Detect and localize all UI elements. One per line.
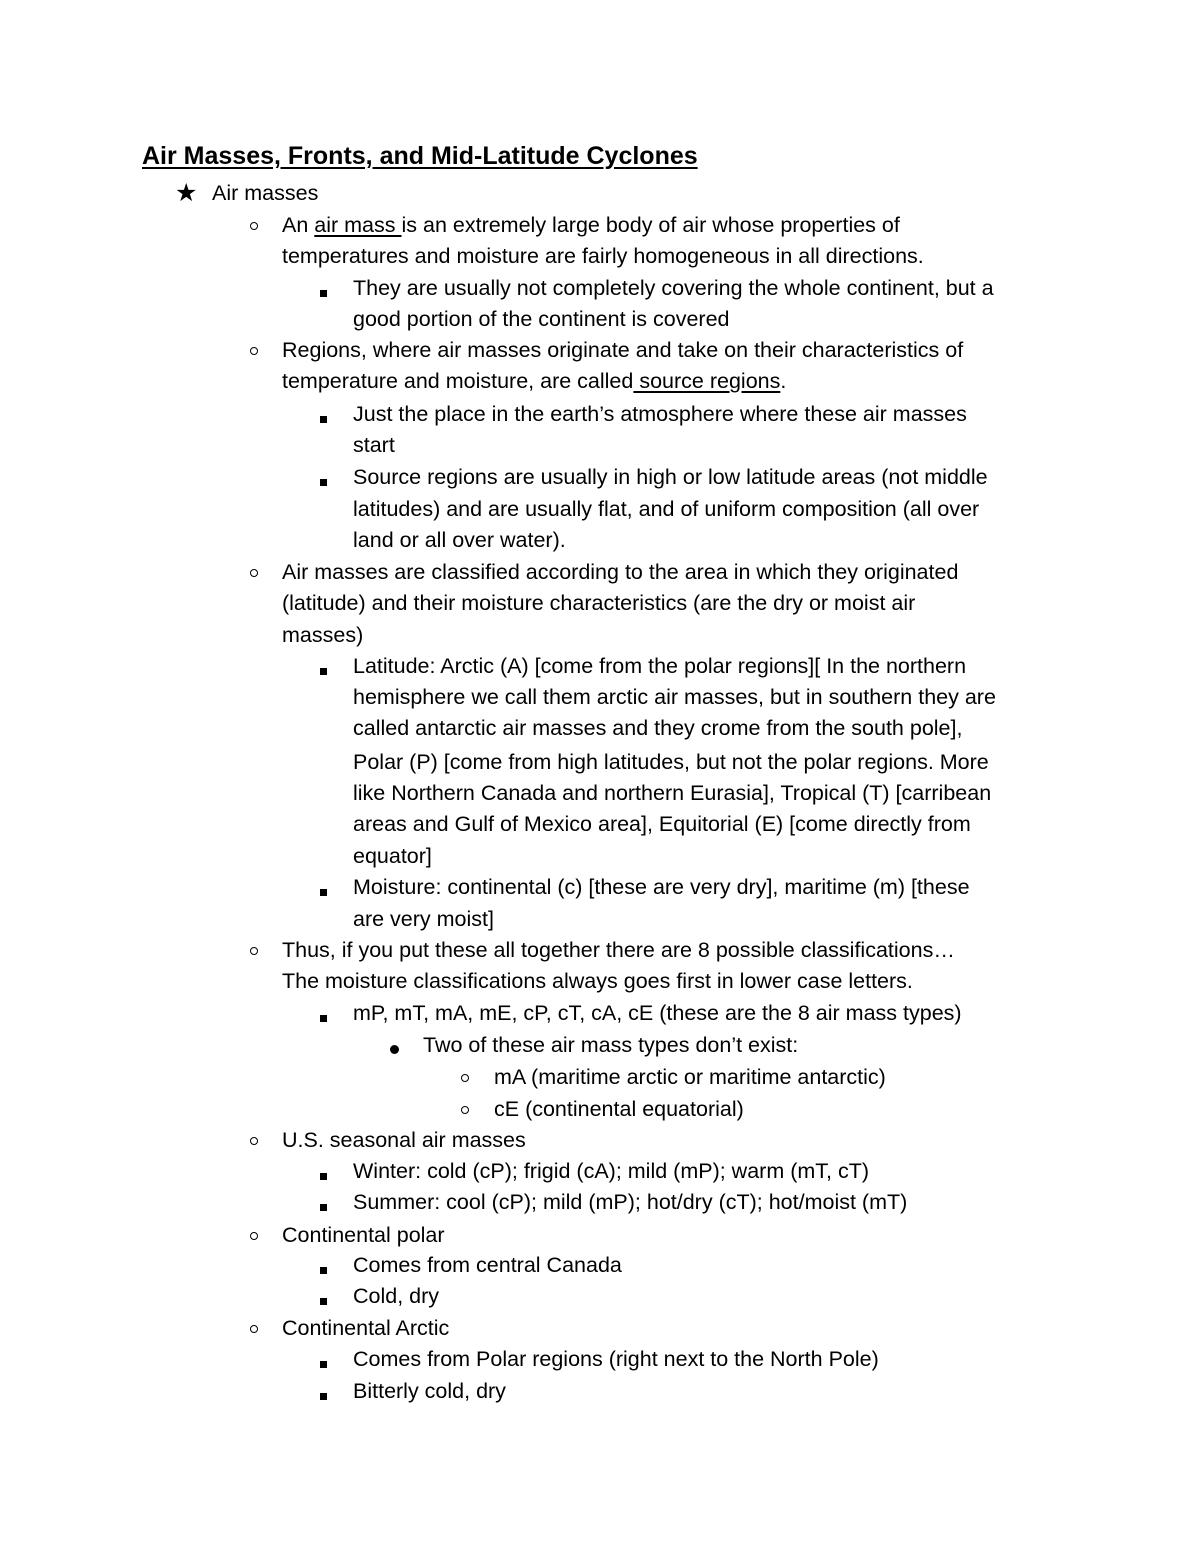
circle-bullet-icon <box>250 222 258 230</box>
square-bullet-icon <box>320 1393 327 1400</box>
star-bullet-icon: ★ <box>175 179 198 207</box>
square-bullet-icon <box>320 668 327 675</box>
list-item-continued: start <box>353 433 395 457</box>
square-bullet-icon <box>320 1204 327 1211</box>
list-item: Latitude: Arctic (A) [come from the polar regions][ In the northern <box>353 654 967 678</box>
list-item-continued: The moisture classifications always goes first in lower case letters. <box>282 969 913 993</box>
square-bullet-icon <box>320 416 327 423</box>
page-title: Air Masses, Fronts, and Mid-Latitude Cyclones <box>142 142 698 170</box>
circle-bullet-icon <box>461 1106 469 1114</box>
square-bullet-icon <box>320 1267 327 1274</box>
list-item: Source regions are usually in high or low latitude areas (not middle <box>353 465 988 489</box>
list-item: Continental polar <box>282 1223 445 1247</box>
list-item: Summer: cool (cP); mild (mP); hot/dry (cT); hot/moist (mT) <box>353 1190 908 1214</box>
list-item-continued: (latitude) and their moisture characteristics (are the dry or moist air <box>282 591 916 615</box>
list-item: Winter: cold (cP); frigid (cA); mild (mP); warm (mT, cT) <box>353 1159 870 1183</box>
list-item-continued: equator] <box>353 844 432 868</box>
list-item-continued: temperature and moisture, are called source regions. <box>282 369 787 393</box>
section-heading: Air masses <box>212 181 319 205</box>
circle-bullet-icon <box>250 947 258 955</box>
list-item: cE (continental equatorial) <box>494 1097 744 1121</box>
square-bullet-icon <box>320 889 327 896</box>
list-item-continued: hemisphere we call them arctic air masses, but in southern they are <box>353 685 996 709</box>
list-item-continued: Polar (P) [come from high latitudes, but not the polar regions. More <box>353 750 989 774</box>
list-item-continued: masses) <box>282 623 364 647</box>
circle-bullet-icon <box>250 1137 258 1145</box>
square-bullet-icon <box>320 290 327 297</box>
list-item: Regions, where air masses originate and take on their characteristics of <box>282 338 964 362</box>
term-source-regions: source regions <box>633 369 781 393</box>
list-item: Comes from Polar regions (right next to the North Pole) <box>353 1347 879 1371</box>
dot-bullet-icon <box>390 1045 399 1054</box>
list-item: Bitterly cold, dry <box>353 1379 506 1403</box>
list-item-continued: temperatures and moisture are fairly homogeneous in all directions. <box>282 244 924 268</box>
list-item-continued: are very moist] <box>353 907 494 931</box>
list-item: mP, mT, mA, mE, cP, cT, cA, cE (these are the 8 air mass types) <box>353 1001 962 1025</box>
list-item: Two of these air mass types don’t exist: <box>423 1033 799 1057</box>
list-item-continued: like Northern Canada and northern Eurasia], Tropical (T) [carribean <box>353 781 992 805</box>
circle-bullet-icon <box>250 569 258 577</box>
circle-bullet-icon <box>250 1325 258 1333</box>
list-item: mA (maritime arctic or maritime antarctic) <box>494 1065 886 1089</box>
list-item: Thus, if you put these all together there are 8 possible classifications… <box>282 938 955 962</box>
square-bullet-icon <box>320 1015 327 1022</box>
circle-bullet-icon <box>461 1074 469 1082</box>
list-item: Cold, dry <box>353 1284 440 1308</box>
list-item: They are usually not completely covering the whole continent, but a <box>353 276 994 300</box>
list-item: Comes from central Canada <box>353 1253 622 1277</box>
list-item-continued: areas and Gulf of Mexico area], Equitorial (E) [come directly from <box>353 812 971 836</box>
square-bullet-icon <box>320 1173 327 1180</box>
square-bullet-icon <box>320 1298 327 1305</box>
term-air-mass: air mass <box>314 213 402 237</box>
list-item: Air masses are classified according to the area in which they originated <box>282 560 959 584</box>
circle-bullet-icon <box>250 1232 258 1240</box>
list-item: Just the place in the earth’s atmosphere where these air masses <box>353 402 967 426</box>
list-item-continued: latitudes) and are usually flat, and of uniform composition (all over <box>353 497 980 521</box>
list-item: Continental Arctic <box>282 1316 450 1340</box>
square-bullet-icon <box>320 479 327 486</box>
square-bullet-icon <box>320 1361 327 1368</box>
list-item-continued: good portion of the continent is covered <box>353 307 730 331</box>
list-item: An air mass is an extremely large body of air whose properties of <box>282 213 900 237</box>
list-item-continued: land or all over water). <box>353 528 566 552</box>
list-item: Moisture: continental (c) [these are very dry], maritime (m) [these <box>353 875 970 899</box>
circle-bullet-icon <box>250 347 258 355</box>
list-item: U.S. seasonal air masses <box>282 1128 526 1152</box>
list-item-continued: called antarctic air masses and they crome from the south pole], <box>353 716 963 740</box>
